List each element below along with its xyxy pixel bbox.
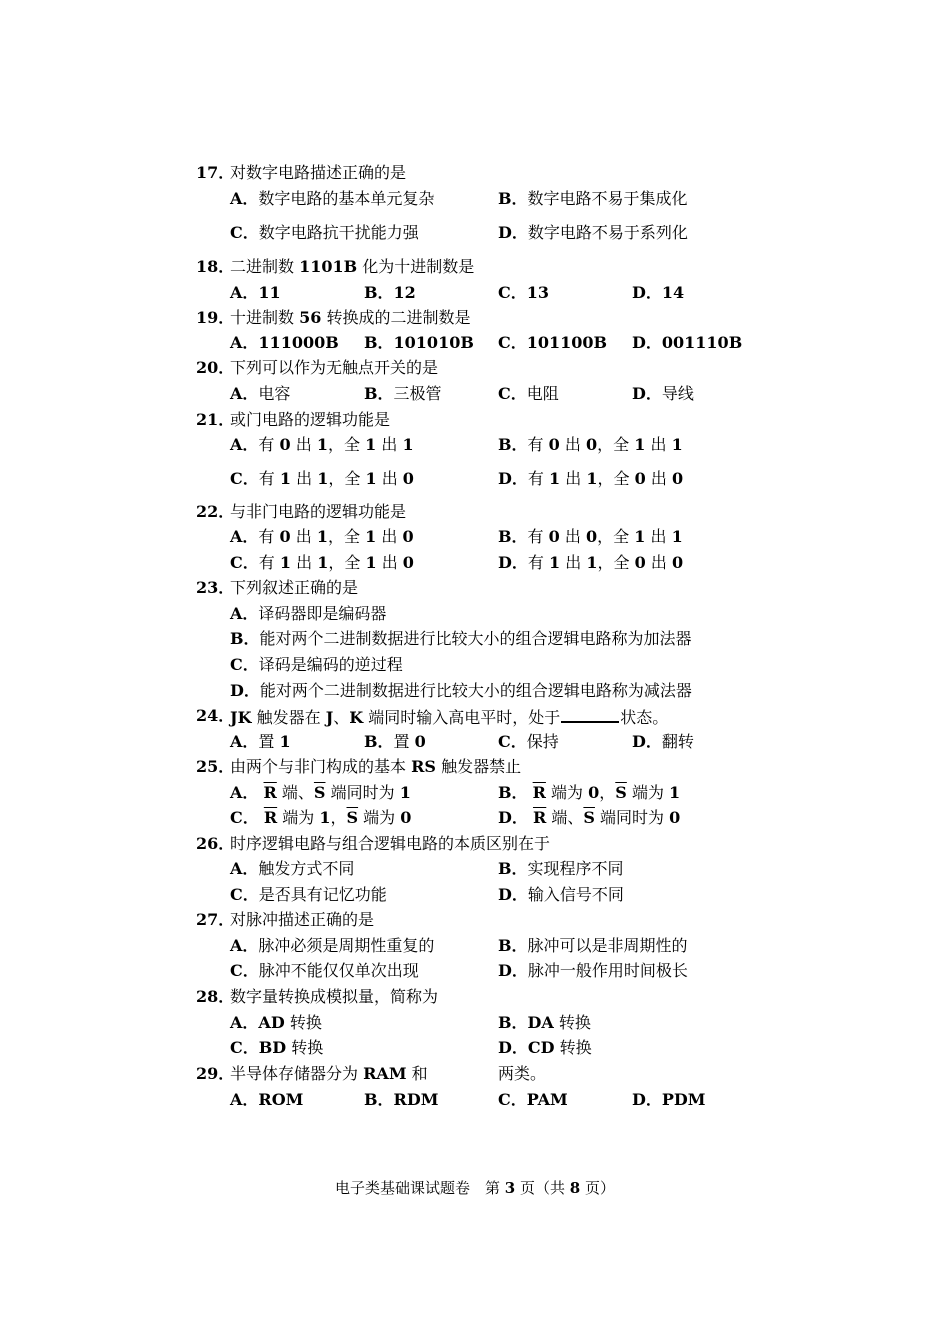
question-19 [0,305,950,331]
question-24 [0,703,950,729]
option-b: B．数字电路不易于集成化 [498,189,688,208]
option-b: B．脉冲可以是非周期性的 [498,936,688,955]
options-row [0,626,950,652]
option-a: A．译码器即是编码器 [230,604,387,623]
question-number: 24． [196,706,235,725]
option-d: D．翻转 [632,732,694,751]
question-18 [0,254,950,280]
question-25 [0,754,950,780]
page-footer: 电子类基础课试题卷 第 3 页（共 8 页） [334,1179,616,1197]
options-row [0,381,950,407]
option-c: C．保持 [498,732,559,751]
question-17 [0,160,950,186]
option-d: D．有 1 出 1，全 0 出 0 [498,553,684,572]
options-row [0,678,950,704]
options-row [0,466,950,492]
option-a: A．置 1 [230,732,291,751]
question-21 [0,407,950,433]
option-d: D．输入信号不同 [498,885,624,904]
question-number: 23． [196,578,235,597]
option-d: D．脉冲一般作用时间极长 [498,961,688,980]
option-a: A．有 0 出 1，全 1 出 0 [230,527,414,546]
question-number: 28． [196,987,235,1006]
question-23 [0,575,950,601]
options-row [0,882,950,908]
option-d: D．CD 转换 [498,1038,592,1057]
options-row [0,780,950,806]
question-text: 与非门电路的逻辑功能是 [230,502,407,521]
options-row [0,729,950,755]
options-row [0,186,950,212]
question-text: 数字量转换成模拟量，简称为 [230,987,439,1006]
question-text: JK 触发器在 J、K 端同时输入高电平时，处于 状态。 [230,703,668,731]
option-a: A．11 [230,283,281,302]
options-row [0,1087,950,1113]
options-row [0,330,950,356]
option-c: C．13 [498,283,550,302]
question-text: 半导体存储器分为 RAM 和 [230,1064,428,1083]
question-text: 二进制数 1101B 化为十进制数是 [230,257,475,276]
question-26 [0,831,950,857]
option-b: B．实现程序不同 [498,859,624,878]
option-c: C．有 1 出 1，全 1 出 0 [230,553,414,572]
option-b: B．RDM [364,1090,439,1109]
question-22 [0,499,950,525]
question-28 [0,984,950,1010]
option-a: A．有 0 出 1，全 1 出 1 [230,435,414,454]
options-row [0,933,950,959]
option-a: A．脉冲必须是周期性重复的 [230,936,435,955]
option-c: C．数字电路抗干扰能力强 [230,223,419,242]
option-d: D．导线 [632,384,694,403]
option-c: C．有 1 出 1，全 1 出 0 [230,469,414,488]
question-number: 17． [196,163,235,182]
question-text: 或门电路的逻辑功能是 [230,410,391,429]
option-d: D．有 1 出 1，全 0 出 0 [498,469,684,488]
question-number: 22． [196,502,235,521]
option-b: B．12 [364,283,416,302]
question-text: 十进制数 56 转换成的二进制数是 [230,308,471,327]
option-a: A． $\overline{R}$ 端、$\overline{S}$ 端同时为 1 [230,783,411,802]
question-text: 下列可以作为无触点开关的是 [230,358,439,377]
options-row [0,601,950,627]
question-27 [0,907,950,933]
options-row [0,805,950,831]
option-a: A．AD 转换 [230,1013,322,1032]
question-text: 对数字电路描述正确的是 [230,163,407,182]
option-d: D．14 [632,283,685,302]
options-row [0,524,950,550]
option-d: D．能对两个二进制数据进行比较大小的组合逻辑电路称为减法器 [230,681,692,700]
option-a: A．数字电路的基本单元复杂 [230,189,435,208]
option-b: B． $\overline{R}$ 端为 0，$\overline{S}$ 端为 1 [498,783,681,802]
option-b: B．有 0 出 0，全 1 出 1 [498,527,683,546]
option-a: A．电容 [230,384,291,403]
option-a: A．触发方式不同 [230,859,355,878]
question-number: 20． [196,358,235,377]
question-number: 19． [196,308,235,327]
option-c: C．脉冲不能仅仅单次出现 [230,961,419,980]
question-text-tail: 两类。 [498,1064,547,1083]
options-row [0,432,950,458]
option-c: C．是否具有记忆功能 [230,885,387,904]
option-a: A．111000B [230,333,339,352]
option-c: C．译码是编码的逆过程 [230,655,403,674]
answer-blank [561,703,619,723]
option-c: C． $\overline{R}$ 端为 1，$\overline{S}$ 端为 0 [230,808,412,827]
question-number: 26． [196,834,235,853]
question-number: 25． [196,757,235,776]
question-number: 21． [196,410,235,429]
option-c: C．101100B [498,333,608,352]
question-number: 27． [196,910,235,929]
option-d: D．数字电路不易于系列化 [498,223,688,242]
option-d: D． $\overline{R}$ 端、$\overline{S}$ 端同时为 0 [498,808,681,827]
option-d: D．PDM [632,1090,706,1109]
option-c: C．电阻 [498,384,559,403]
options-row [0,550,950,576]
options-row [0,220,950,246]
question-number: 18． [196,257,235,276]
question-text: 由两个与非门构成的基本 RS 触发器禁止 [230,757,522,776]
option-b: B．101010B [364,333,474,352]
options-row [0,1035,950,1061]
question-text: 对脉冲描述正确的是 [230,910,375,929]
option-b: B．置 0 [364,732,426,751]
option-b: B．有 0 出 0，全 1 出 1 [498,435,683,454]
options-row [0,958,950,984]
option-c: C．BD 转换 [230,1038,324,1057]
option-b: B．三极管 [364,384,442,403]
option-a: A．ROM [230,1090,304,1109]
options-row [0,652,950,678]
option-d: D．001110B [632,333,743,352]
option-b: B．能对两个二进制数据进行比较大小的组合逻辑电路称为加法器 [230,629,692,648]
question-text: 时序逻辑电路与组合逻辑电路的本质区别在于 [230,834,551,853]
options-row [0,856,950,882]
question-text: 下列叙述正确的是 [230,578,359,597]
question-number: 29． [196,1064,235,1083]
options-row [0,280,950,306]
question-29 [0,1061,950,1087]
option-b: B．DA 转换 [498,1013,591,1032]
question-20 [0,355,950,381]
options-row [0,1010,950,1036]
option-c: C．PAM [498,1090,568,1109]
